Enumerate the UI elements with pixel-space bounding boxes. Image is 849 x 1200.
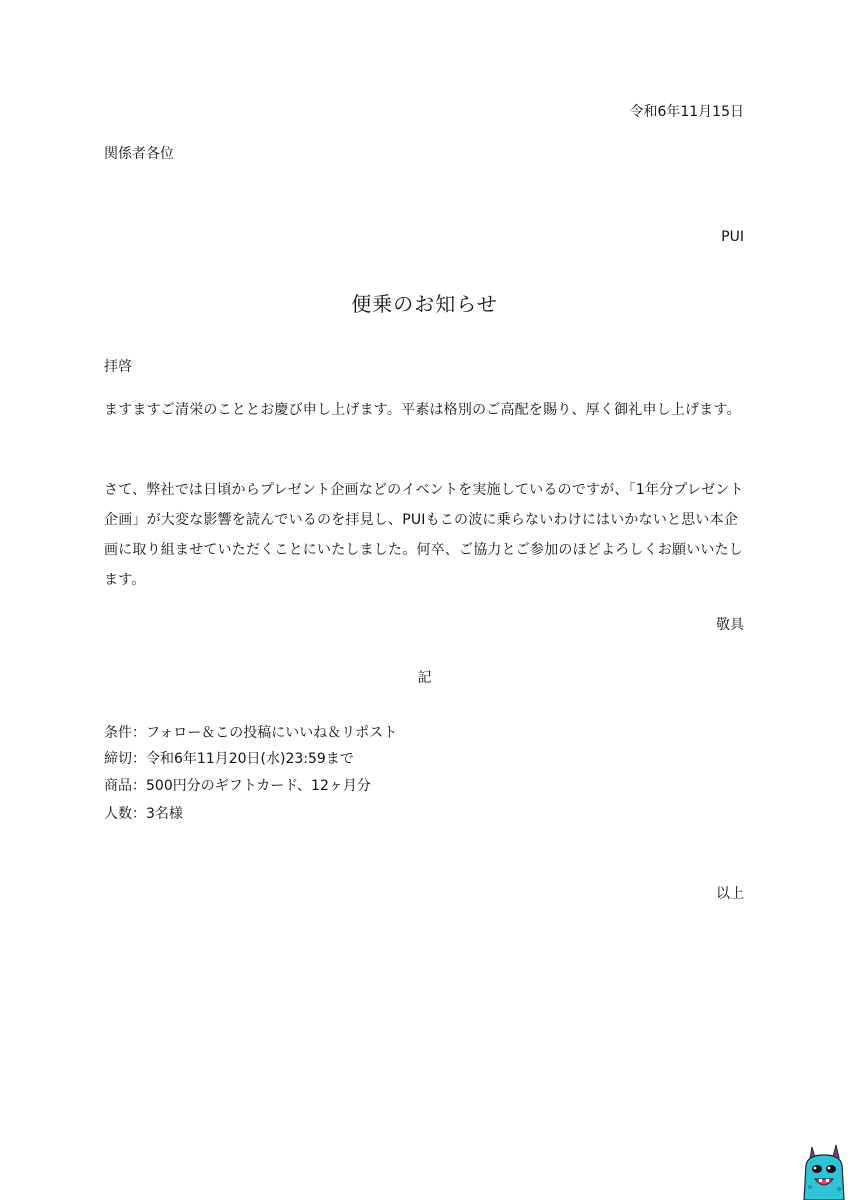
closing-phrase: 敬具 bbox=[716, 617, 744, 633]
document-title: 便乗のお知らせ bbox=[351, 292, 498, 316]
body-paragraph: さて、弊社では日頃からプレゼント企画などのイベントを実施しているのですが、「1年分プレゼント企画」が大変な影響を読んでいるのを拝見し、PUIもこの波に乗らないわけにはいかないと思い本企画に取り組ませていただくことにいたしました。何卒、ご協力とご参加のほどよろしくお願いいたします。 bbox=[104, 482, 744, 588]
opening-salutation: 拝啓 bbox=[104, 359, 132, 375]
addressee: 関係者各位 bbox=[104, 146, 174, 162]
end-marker: 以上 bbox=[716, 886, 744, 902]
detail-deadline: 締切：令和6年11月20日(水)23:59まで bbox=[104, 751, 354, 767]
greeting-paragraph: ますますご清栄のこととお慶び申し上げます。平素は格別のご高配を賜り、厚く御礼申し上げます。 bbox=[104, 402, 741, 418]
document-date: 令和6年11月15日 bbox=[629, 104, 744, 120]
detail-prize: 商品：500円分のギフトカード、12ヶ月分 bbox=[104, 778, 371, 794]
sender-name: PUI bbox=[721, 229, 744, 245]
detail-conditions: 条件：フォロー＆この投稿にいいね＆リポスト bbox=[104, 725, 398, 741]
detail-winners: 人数：3名様 bbox=[104, 806, 183, 822]
pui-mascot-icon bbox=[802, 1143, 846, 1200]
ki-marker: 記 bbox=[417, 670, 432, 686]
